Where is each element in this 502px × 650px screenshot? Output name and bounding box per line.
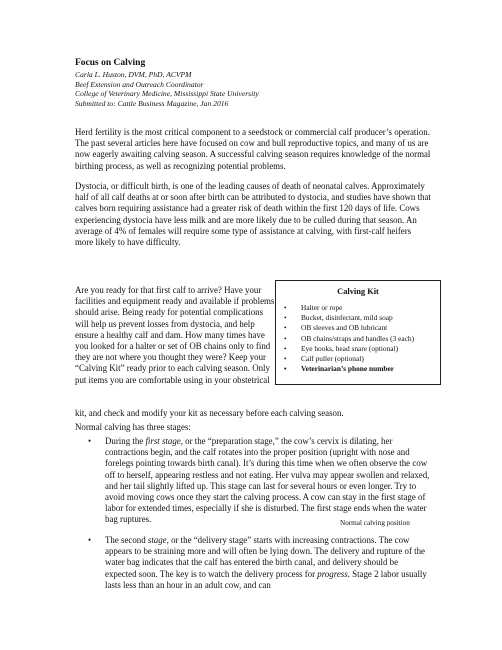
author-line: Carla L. Huston, DVM, PhD, ACVPM [75, 70, 192, 79]
submitted-line: Submitted to: Cattle Business Magazine, Jan 2016 [75, 98, 229, 108]
article-header [75, 58, 435, 108]
bullet-icon: • [284, 364, 287, 374]
stage-one-emphasis: first stage [145, 436, 181, 446]
stage-two-emphasis: stage [147, 535, 167, 545]
kit-item-label: Halter or rope [301, 303, 343, 312]
bullet-icon: • [284, 323, 287, 333]
dystocia-paragraph: Dystocia, or difficult birth, is one of the leading causes of death of neonatal calves. Approximately half of all calf deaths at or soon after birth can be attributed to dystocia, and studies have shown that calves born requiring assistance had a greater risk of death within the first 120 days of life. Cows experiencing dystocia have less milk and are more likely due to be culled during that season. An average of 4% of females will require some type of assistance at calving, with first-calf heifers more likely to have difficulty. [75, 181, 431, 248]
stage-two-text: . Stage 2 labor usually lasts less than an hour in an adult cow, and can [105, 568, 427, 590]
calving-kit-box [275, 280, 441, 385]
bullet-icon: • [284, 313, 287, 323]
stage-two-item [88, 535, 431, 591]
kit-item-label: Veterinarian’s phone number [301, 364, 395, 374]
college-line: College of Veterinary Medicine, Mississippi State University [75, 89, 259, 99]
bullet-icon: • [284, 354, 287, 364]
figure-caption: Normal calving position [340, 519, 410, 527]
kit-item [284, 303, 440, 313]
bullet-icon: • [284, 333, 287, 343]
article-title: Focus on Calving [75, 58, 146, 68]
bullet-icon: • [284, 303, 287, 312]
stage-two-text: , or the “delivery stage” starts with increasing contractions. The cow appears to be straining more and will often be lying down. The delivery and rupture of the water bag indicates that the calf has entered the birth canal, and delivery should be expected soon. The key is to watch the delivery process for [105, 535, 425, 579]
bullet-icon: • [88, 535, 92, 545]
calving-kit-title: Calving Kit [337, 287, 379, 296]
kit-item-label: Bucket, disinfectant, mild soap [301, 313, 393, 323]
kit-item [284, 313, 440, 323]
kit-item-label: Eye hooks, head snare (optional) [301, 343, 399, 353]
stage-one-text: , or the “preparation stage,” the cow’s cervix is dilating, her contractions begin, and the calf rotates into the proper position (upright with nose and forelegs pointing towards birth canal). It’s during this time when we often observe the cow off to herself, appearing restless and not eating. Her vulva may appear swollen and relaxed, and her tail slightly lifted up. This stage can last for several hours or even longer. Try to avoid moving cows once they start the calving process. A cow can stay in the first stage of labor for extended times, especially if she is disturbed. The first stage ends when the water bag ruptures. [105, 436, 430, 525]
stage-two-emphasis: progress [317, 568, 348, 579]
kit-item [284, 323, 440, 333]
kit-item-label: Calf puller (optional) [301, 354, 364, 364]
bullet-icon: • [88, 436, 92, 446]
kit-item [284, 364, 440, 374]
kit-item [284, 354, 440, 364]
readiness-paragraph: Are you ready for that first calf to arrive? Have your facilities and equipment ready and available if problems should arise. Being ready for potential complications will help us prevent losses from dystocia, and help ensure a healthy calf and dam. How many times have you looked for a halter or set of OB chains only to find they are not where you thought they were? Keep your “Calving Kit” ready prior to each calving season. Only put items you are comfortable using in your obstetrical [75, 285, 275, 385]
readiness-paragraph-tail: kit, and check and modify your kit as necessary before each calving season. [75, 408, 344, 418]
kit-item [284, 334, 440, 344]
intro-paragraph: Herd fertility is the most critical component to a seedstock or commercial calf producer’s operation. The past several articles here have focused on cow and bull reproductive topics, and many of us are now eagerly awaiting calving season. A successful calving season requires knowledge of the normal birthing process, as well as recognizing potential problems. [75, 127, 431, 171]
role-line: Beef Extension and Outreach Coordinator [75, 79, 204, 89]
kit-item-label: OB sleeves and OB lubricant [301, 323, 388, 333]
stages-intro: Normal calving has three stages: [75, 422, 191, 432]
stage-two-text: The second [105, 535, 148, 545]
kit-item-label: OB chains/straps and handles (3 each) [301, 333, 415, 343]
stage-one-item [88, 436, 431, 526]
calving-kit-list [276, 303, 440, 374]
bullet-icon: • [284, 343, 287, 353]
stage-one-text: During the [105, 436, 146, 446]
kit-item [284, 344, 440, 354]
